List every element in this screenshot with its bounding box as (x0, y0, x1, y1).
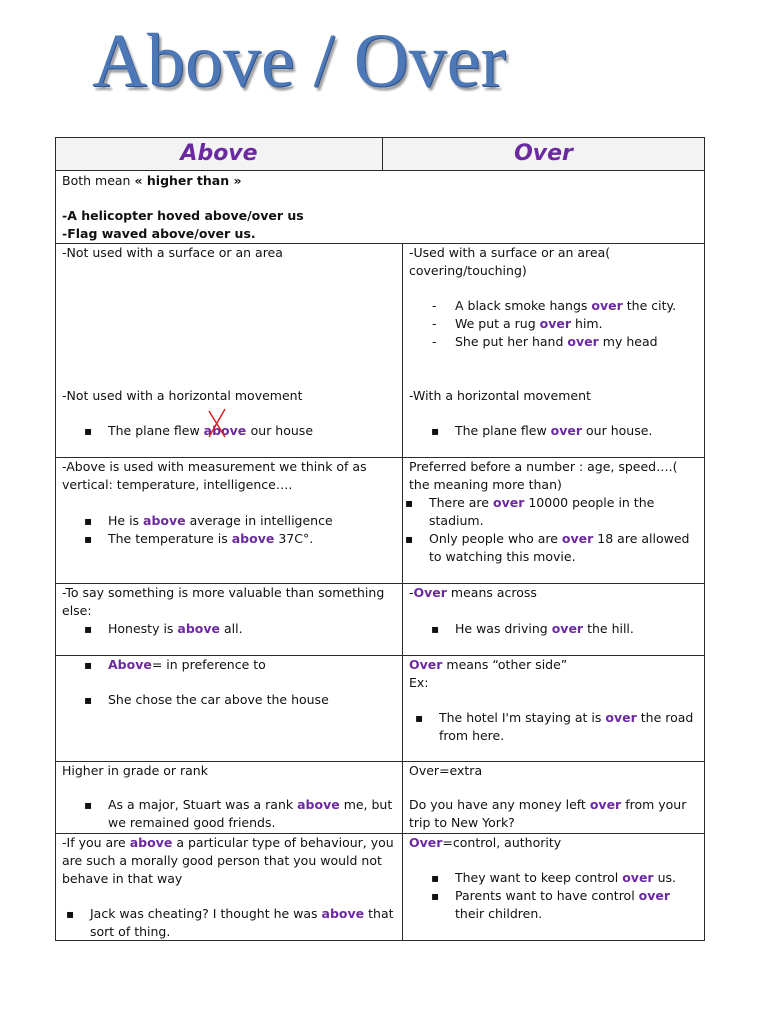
cell-text: trip to New York? (409, 815, 515, 830)
table-row-measurement (56, 458, 704, 584)
cell-above (56, 656, 403, 761)
list-item: ▪ The hotel I'm staying at is over the road (439, 709, 693, 727)
cell-text: sort of thing. (90, 924, 171, 939)
list-item: ▪ Only people who are over 18 are allowed (429, 530, 689, 548)
list-item: ▪ Above= in preference to (108, 656, 266, 674)
cell-text: Preferred before a number : age, speed….( (409, 459, 678, 474)
cell-above (56, 244, 403, 457)
cell-text: Higher in grade or rank (62, 763, 208, 778)
cell-text: stadium. (429, 513, 484, 528)
list-item: - She put her hand over my head (455, 333, 658, 351)
red-cross-out-icon (206, 407, 228, 439)
table-row-valuable (56, 584, 704, 656)
comparison-table (55, 137, 705, 941)
cell-above (56, 762, 403, 833)
cell-text: vertical: temperature, intelligence…. (62, 477, 293, 492)
cell-text: -With a horizontal movement (409, 388, 591, 403)
list-item: ▪ The temperature is above 37C°. (108, 530, 313, 548)
cell-text: behave in that way (62, 871, 183, 886)
cell-text: else: (62, 603, 92, 618)
list-item: ▪ Jack was cheating? I thought he was above that (90, 905, 394, 923)
cell-text: to watching this movie. (429, 549, 576, 564)
page-title: Above / Over (92, 19, 506, 103)
cell-over (403, 584, 704, 655)
list-item: ▪ She chose the car above the house (108, 691, 329, 709)
cell-text: -Above is used with measurement we think of as (62, 459, 367, 474)
cell-text: -Not used with a horizontal movement (62, 388, 303, 403)
list-item: ▪ He was driving over the hill. (455, 620, 634, 638)
cell-over (403, 244, 704, 457)
list-item: ▪ He is above average in intelligence (108, 512, 333, 530)
list-item: ▪ They want to keep control over us. (455, 869, 676, 887)
table-row-preference (56, 656, 704, 762)
cell-over (403, 834, 704, 940)
cell-text: Over=control, authority (409, 835, 562, 850)
cell-above (56, 458, 403, 583)
list-item: - We put a rug over him. (455, 315, 603, 333)
cell-text: are such a morally good person that you would not (62, 853, 382, 868)
list-item: ▪ Honesty is above all. (108, 620, 243, 638)
cell-text: -To say something is more valuable than something (62, 585, 385, 600)
cell-text: -Not used with a surface or an area (62, 245, 283, 260)
intro-example-1: -A helicopter hoved above/over us (62, 208, 304, 223)
list-item: ▪ The plane flew above our house (108, 422, 313, 440)
cell-text: covering/touching) (409, 263, 527, 278)
cell-text: -Over means across (409, 585, 537, 600)
table-row-behaviour (56, 834, 704, 940)
table-row-intro (56, 171, 704, 244)
cell-text: their children. (455, 906, 543, 921)
cell-text: Do you have any money left over from your (409, 797, 687, 812)
list-item: - A black smoke hangs over the city. (455, 297, 676, 315)
cell-text: we remained good friends. (108, 815, 276, 830)
header-over: Over (514, 141, 573, 166)
cell-over (403, 762, 704, 833)
table-row-rank (56, 762, 704, 834)
cell-text: Ex: (409, 675, 429, 690)
list-item: ▪ There are over 10000 people in the (429, 494, 654, 512)
cell-text: -If you are above a particular type of behaviour, you (62, 835, 394, 850)
cell-above (56, 834, 403, 940)
intro-text: Both mean « higher than » (62, 173, 242, 188)
cell-text: Over means “other side” (409, 657, 568, 672)
table-header (56, 138, 704, 171)
cell-text: the meaning more than) (409, 477, 562, 492)
list-item: ▪ The plane flew over our house. (455, 422, 652, 440)
cell-text: Over=extra (409, 763, 483, 778)
table-row-surface (56, 244, 704, 458)
cell-text: -Used with a surface or an area( (409, 245, 611, 260)
list-item: ▪ As a major, Stuart was a rank above me, but (108, 796, 392, 814)
cell-above (56, 584, 403, 655)
cell-over (403, 458, 704, 583)
cell-over (403, 656, 704, 761)
list-item: ▪ Parents want to have control over (455, 887, 670, 905)
header-above: Above (56, 138, 383, 170)
intro-example-2: -Flag waved above/over us. (62, 226, 256, 241)
cell-text: from here. (439, 728, 505, 743)
